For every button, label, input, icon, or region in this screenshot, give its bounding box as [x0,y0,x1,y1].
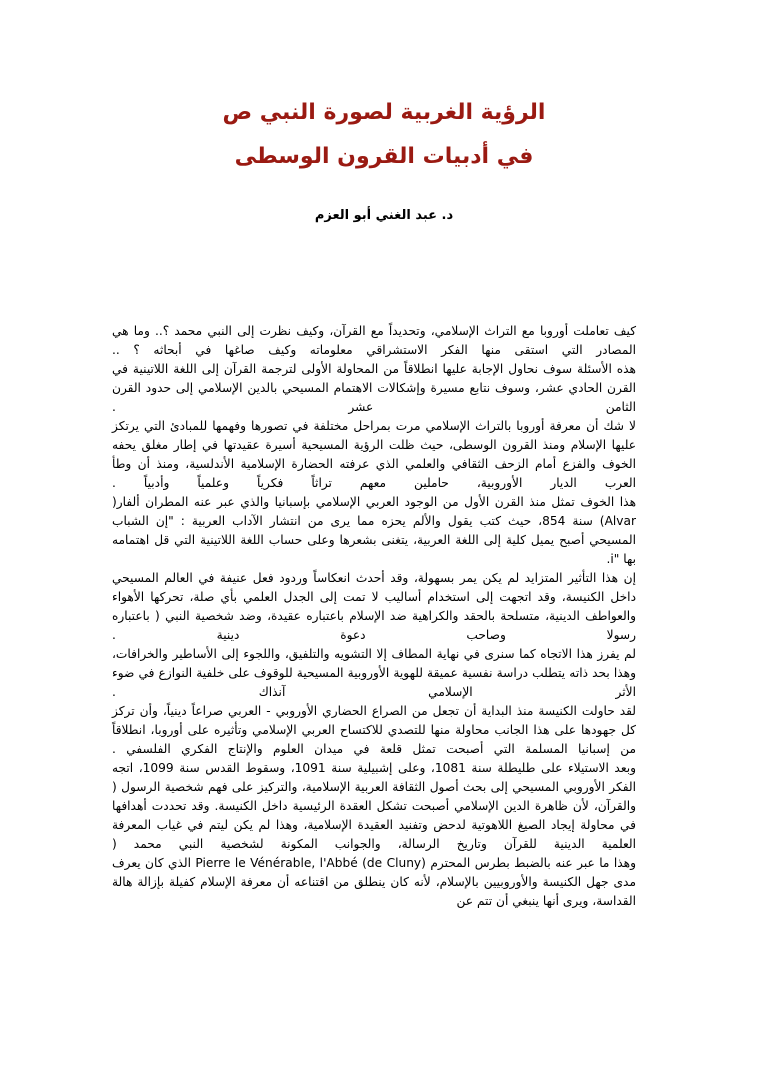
paragraph: هذه الأسئلة سوف نحاول الإجابة عليها انطلاقاً من المحاولة الأولى لترجمة القرآن إلى اللغة اللاتينية في القرن الحادي عشر، وسوف نتابع مسيرة وإشكالات الاهتمام المسيحي بالدين الإسلامي إلى حدود القرن الثامن عشر . [112,362,636,414]
document-title-line-1: الرؤية الغربية لصورة النبي ص [222,100,546,125]
document-title-line-2: في أدبيات القرون الوسطى [234,144,534,169]
paragraph: هذا الخوف تمثل منذ القرن الأول من الوجود العربي الإسلامي بإسبانيا والذي عبر عنه المطران ألفار( Alvar) سنة 854، حيث كتب يقول والألم يحزه مما يرى من انتشار الآداب العربية : "إن الشباب المسيحي أصبح يميل كلية إلى اللغة العربية، يتغنى بشعرها وعلى حساب اللغة اللاتينية التي قل اهتمامه بها "i. [112,495,636,566]
paragraph: وهذا ما عبر عنه بالضبط بطرس المحترم (Pierre le Vénérable, l'Abbé (de Cluny الذي كان يعرف مدى جهل الكنيسة والأوروبيين بالإسلام، لأنه كان ينطلق من اقتناعه أن معرفة الإسلام كفيلة بإزالة هالة القداسة، ويرى أنها ينبغي أن تتم عن [112,856,636,908]
paragraph: لم يفرز هذا الاتجاه كما سنرى في نهاية المطاف إلا التشويه والتلفيق، واللجوء إلى الأساطير والخرافات، وهذا بحد ذاته يتطلب دراسة نفسية عميقة للهوية الأوروبية المسيحية للوقوف على خلفية النوازع في ضوء الأثر الإسلامي آنذاك . [112,647,636,699]
document-body [112,322,636,911]
author-name: د. عبد الغني أبو العزم [314,208,454,223]
paragraph: وبعد الاستيلاء على طليطلة سنة 1081، وعلى إشبيلية سنة 1091، وسقوط القدس سنة 1099، اتجه الفكر الأوروبي المسيحي إلى بحث أصول الثقافة العربية الإسلامية، والتركيز على فهم شخصية الرسول ( والقرآن، لأن ظاهرة الدين الإسلامي أصبحت تشكل العقدة الرئيسية داخل الكنيسة. وقد تحددت أهدافها في محاولة إيجاد الصيغ اللاهوتية لدحض وتفنيد العقيدة الإسلامية، وهذا لم يكن ليتم في غياب المعرفة العلمية الدينية للقرآن وتاريخ الرسالة، والجوانب المكونة لشخصية النبي محمد ( [112,761,636,851]
paragraph: كيف تعاملت أوروبا مع التراث الإسلامي، وتحديداً مع القرآن، وكيف نظرت إلى النبي محمد ؟.. وما هي المصادر التي استقى منها الفكر الاستشراقي معلوماته وكيف صاغها في أبحاثه ؟ .. [112,324,636,357]
paragraph: لا شك أن معرفة أوروبا بالتراث الإسلامي مرت بمراحل مختلفة في تصورها وفهمها للمبادئ التي يرتكز عليها الإسلام ومنذ القرون الوسطى، حيث ظلت الرؤية المسيحية أسيرة عقيدتها في إطار مغلق يحفه الخوف والفزع أمام الزحف الثقافي والعلمي الذي عرفته الحضارة الإسلامية الأندلسية، ومنذ أن وطأ العرب الديار الأوروبية، حاملين معهم تراثاً فكرياً وعلمياً وأدبياً . [112,419,636,490]
paragraph: إن هذا التأثير المتزايد لم يكن يمر بسهولة، وقد أحدث انعكاساً وردود فعل عنيفة في العالم المسيحي داخل الكنيسة، وقد اتجهت إلى استخدام أساليب لا تمت إلى الجدل العلمي بأي صلة، تحركها الأهواء والعواطف الدينية، متسلحة بالحقد والكراهية ضد الإسلام باعتباره عقيدة، وضد شخصية النبي ( باعتباره رسولا وصاحب دعوة دينية . [112,571,636,642]
paragraph: لقد حاولت الكنيسة منذ البداية أن تجعل من الصراع الحضاري الأوروبي - العربي صراعاً دينياً، وأن تركز كل جهودها على هذا الجانب محاولة منها للتصدي للاكتساح العربي الإسلامي وتأثيره على أوروبا، انطلاقاً من إسبانيا المسلمة التي أصبحت تمثل قلعة في ميدان العلوم والإنتاج الفكري الفلسفي . [112,704,636,756]
